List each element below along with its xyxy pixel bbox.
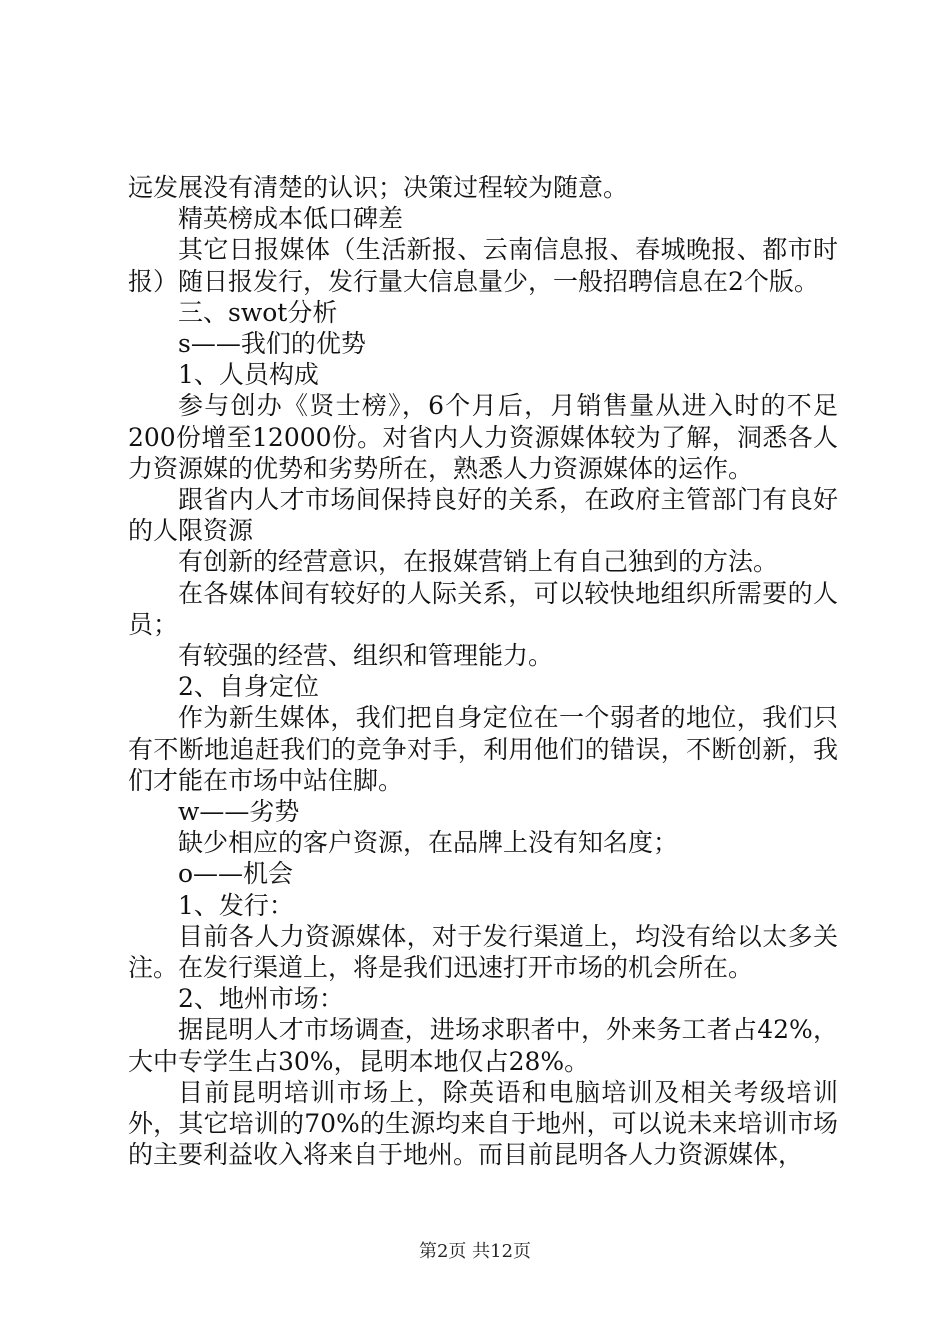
paragraph: 参与创办《贤士榜》，6个月后，月销售量从进入时的不足200份增至12000份。对省内人力资源媒体较为了解，洞悉各人力资源媒的优势和劣势所在，熟悉人力资源媒体的运作。 (128, 391, 838, 483)
paragraph: 远发展没有清楚的认识；决策过程较为随意。 (128, 173, 629, 202)
paragraph: 作为新生媒体，我们把自身定位在一个弱者的地位，我们只有不断地追赶我们的竞争对手，利用他们的错误，不断创新，我们才能在市场中站住脚。 (128, 703, 838, 795)
subsection-heading: 1、人员构成 (178, 360, 319, 390)
section-heading: 三、swot分析 (178, 297, 338, 327)
document-body (128, 172, 838, 1171)
paragraph: 其它日报媒体（生活新报、云南信息报、春城晚报、都市时报）随日报发行，发行量大信息量少，一般招聘信息在2个版。 (128, 235, 838, 296)
paragraph: 据昆明人才市场调查，进场求职者中，外来务工者占42%，大中专学生占30%，昆明本地仅占28%。 (128, 1015, 838, 1076)
paragraph: 目前昆明培训市场上，除英语和电脑培训及相关考级培训外，其它培训的70%的生源均来自于地州，可以说未来培训市场的主要利益收入将来自于地州。而目前昆明各人力资源媒体， (128, 1077, 838, 1170)
paragraph: 跟省内人才市场间保持良好的关系，在政府主管部门有良好的人限资源 (128, 485, 838, 546)
paragraph: 缺少相应的客户资源，在品牌上没有知名度； (178, 828, 679, 858)
subsection-heading: 1、发行： (178, 890, 294, 920)
subsection-heading: o——机会 (178, 859, 294, 889)
paragraph: 有较强的经营、组织和管理能力。 (178, 641, 554, 671)
subsection-heading: 2、地州市场： (178, 984, 344, 1014)
subsection-heading: w——劣势 (178, 797, 300, 827)
page-footer: 第2页 共12页 (418, 1241, 532, 1262)
paragraph: 目前各人力资源媒体，对于发行渠道上，均没有给以太多关注。在发行渠道上，将是我们迅速打开市场的机会所在。 (128, 921, 838, 983)
subsection-heading: s——我们的优势 (178, 329, 366, 359)
subsection-heading: 2、自身定位 (178, 672, 319, 702)
paragraph: 有创新的经营意识，在报媒营销上有自己独到的方法。 (178, 547, 779, 577)
paragraph: 精英榜成本低口碑差 (178, 204, 404, 234)
paragraph: 在各媒体间有较好的人际关系，可以较快地组织所需要的人员； (128, 578, 838, 639)
